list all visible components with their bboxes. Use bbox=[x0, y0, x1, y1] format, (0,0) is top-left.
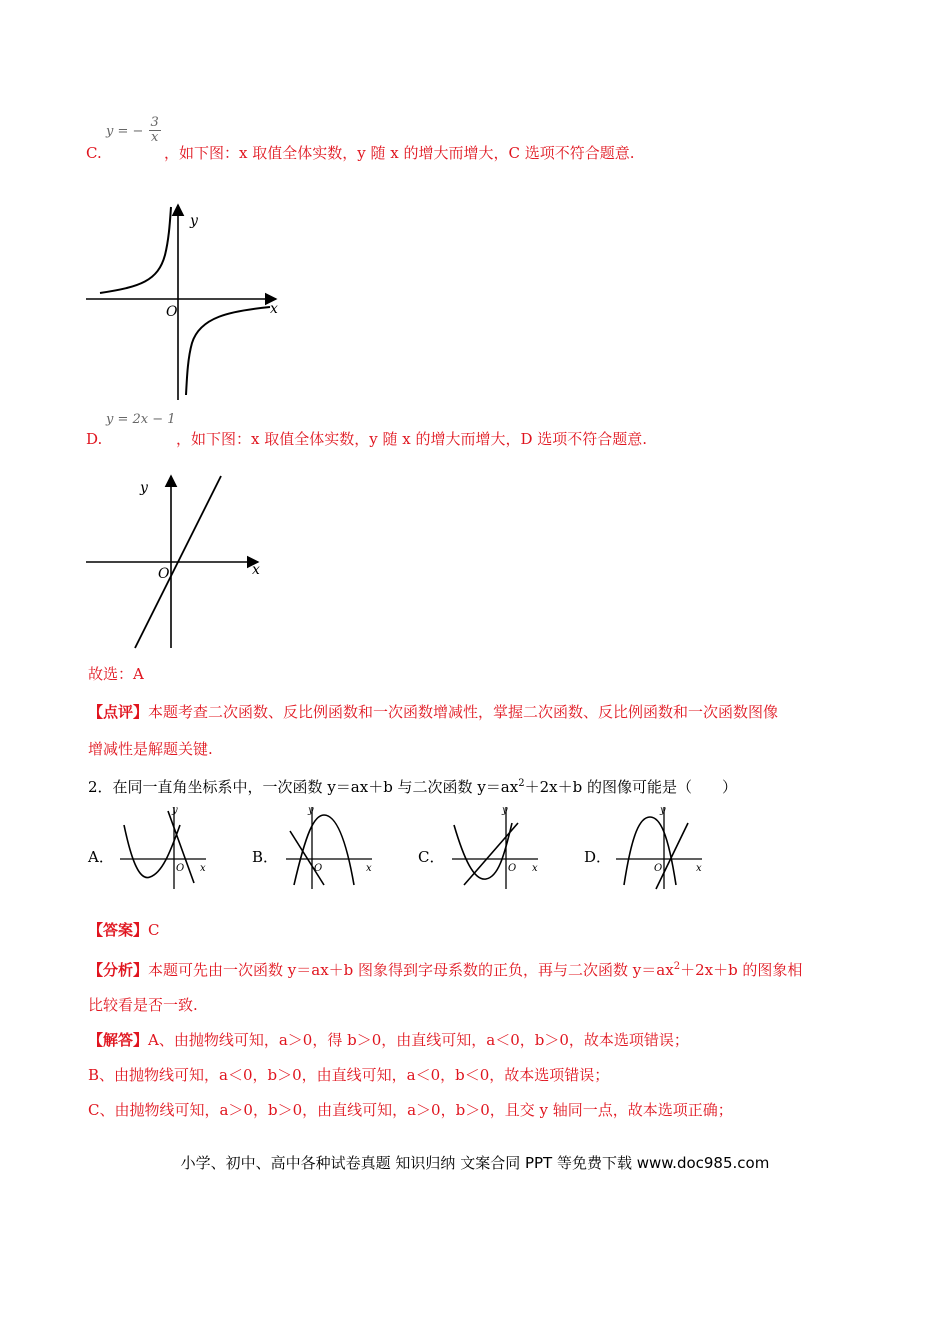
hyperbola-left-branch bbox=[100, 207, 171, 293]
choice-b-graph bbox=[284, 803, 376, 891]
x-axis-label: x bbox=[252, 562, 260, 578]
origin-label: O bbox=[158, 566, 170, 582]
fraction-denominator: x bbox=[150, 130, 159, 145]
y-axis-label: y bbox=[190, 213, 198, 229]
origin-label: O bbox=[508, 863, 517, 874]
y-axis-label: y bbox=[660, 805, 666, 816]
option-c-text: ，如下图：x 取值全体实数，y 随 x 的增大而增大，C 选项不符合题意. bbox=[164, 144, 635, 162]
question-2-sup: 2 bbox=[518, 778, 525, 789]
parabola bbox=[624, 817, 676, 885]
parabola bbox=[454, 823, 512, 879]
x-axis-label: x bbox=[200, 863, 206, 874]
graph-c-hyperbola bbox=[80, 195, 290, 405]
solution-text-1: A、由抛物线可知，a＞0，得 b＞0，由直线可知，a＜0，b＞0，故本选项错误； bbox=[148, 1031, 689, 1049]
comment-line-1 bbox=[88, 701, 778, 723]
choice-a-label: A． bbox=[88, 848, 114, 866]
origin-label: O bbox=[314, 863, 323, 874]
analysis-line-1 bbox=[88, 956, 802, 981]
option-d-text: ，如下图：x 取值全体实数，y 随 x 的增大而增大，D 选项不符合题意. bbox=[176, 430, 648, 448]
analysis-tag: 【分析】 bbox=[88, 961, 149, 979]
analysis-line-2: 比较看是否一致. bbox=[88, 996, 198, 1014]
choice-c-label: C． bbox=[418, 848, 445, 866]
solution-line-3: C、由抛物线可知，a＞0，b＞0，由直线可知，a＞0，b＞0，且交 y 轴同一点，故本选项正确； bbox=[88, 1101, 733, 1119]
choice-c-graph bbox=[450, 803, 542, 891]
solution-line-1 bbox=[88, 1029, 689, 1051]
formula-fraction bbox=[149, 116, 161, 145]
answer-value: C bbox=[148, 921, 160, 939]
answer-1: 故选：A bbox=[88, 665, 144, 683]
origin-label: O bbox=[166, 304, 178, 320]
option-d-formula: y = 2x − 1 bbox=[106, 412, 176, 427]
analysis-text-a: 本题可先由一次函数 y＝ax＋b 图象得到字母系数的正负，再与二次函数 y＝ax bbox=[148, 961, 674, 979]
x-axis-label: x bbox=[366, 863, 372, 874]
choice-d-label: D． bbox=[584, 848, 612, 866]
answer-2 bbox=[88, 919, 160, 941]
formula-lhs: y = − bbox=[106, 124, 144, 139]
fraction-numerator: 3 bbox=[150, 115, 159, 130]
graph-d-line bbox=[80, 470, 280, 655]
y-axis-label: y bbox=[172, 805, 178, 816]
comment-text-1: 本题考查二次函数、反比例函数和一次函数增减性，掌握二次函数、反比例函数和一次函数图像 bbox=[148, 703, 779, 721]
choice-d-graph bbox=[614, 803, 706, 891]
comment-tag: 【点评】 bbox=[88, 703, 149, 721]
origin-label: O bbox=[176, 863, 185, 874]
answer-tag: 【答案】 bbox=[88, 921, 149, 939]
straight-line bbox=[656, 823, 688, 889]
page-footer: 小学、初中、高中各种试卷真题 知识归纳 文案合同 PPT 等免费下载 www.doc985.com bbox=[180, 1154, 770, 1172]
comment-line-2: 增减性是解题关键. bbox=[88, 740, 213, 758]
question-2-text-b: ＋2x＋b 的图像可能是（ ） bbox=[524, 778, 737, 796]
question-2-text-a: 2．在同一直角坐标系中，一次函数 y＝ax＋b 与二次函数 y＝ax bbox=[88, 778, 519, 796]
straight-line bbox=[464, 823, 518, 885]
y-axis-label: y bbox=[140, 480, 148, 496]
hyperbola-right-branch bbox=[186, 307, 270, 395]
analysis-text-b: ＋2x＋b 的图象相 bbox=[680, 961, 803, 979]
question-2 bbox=[88, 773, 737, 798]
parabola bbox=[124, 825, 180, 878]
x-axis-label: x bbox=[696, 863, 702, 874]
choice-b-label: B． bbox=[252, 848, 279, 866]
analysis-sup: 2 bbox=[673, 961, 681, 972]
y-axis-label: y bbox=[502, 805, 508, 816]
choice-a-graph bbox=[118, 803, 210, 891]
y-axis-label: y bbox=[308, 805, 314, 816]
option-c-letter: C. bbox=[86, 144, 102, 162]
solution-tag: 【解答】 bbox=[88, 1031, 149, 1049]
option-d-letter: D. bbox=[86, 430, 103, 448]
solution-line-2: B、由抛物线可知，a＜0，b＞0，由直线可知，a＜0，b＜0，故本选项错误； bbox=[88, 1066, 610, 1084]
x-axis-label: x bbox=[270, 301, 278, 317]
origin-label: O bbox=[654, 863, 663, 874]
parabola bbox=[294, 815, 354, 885]
option-c-formula bbox=[106, 116, 161, 145]
x-axis-label: x bbox=[532, 863, 538, 874]
